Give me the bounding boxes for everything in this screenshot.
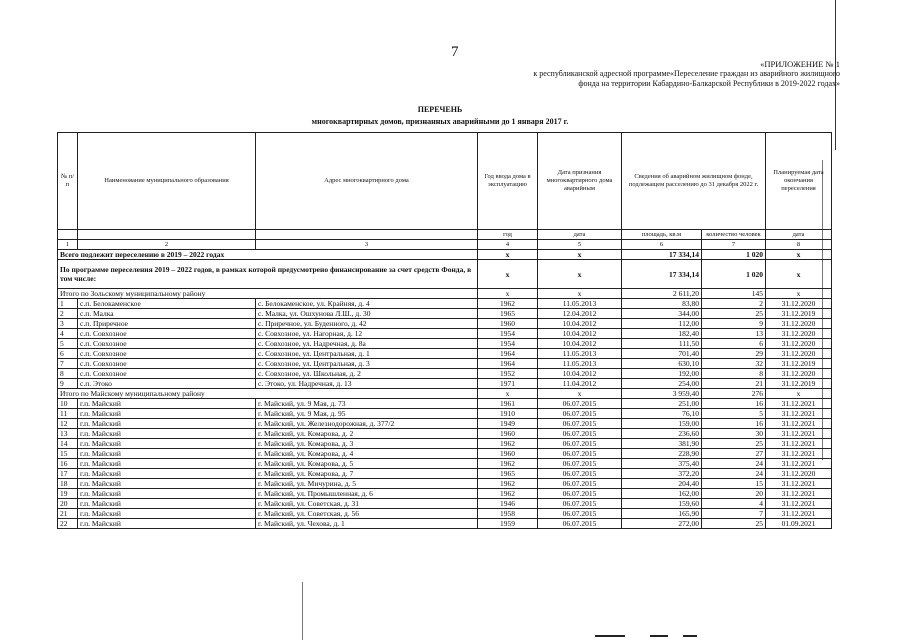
table-row (58, 299, 832, 309)
row-planned: 31.12.2019 (766, 309, 832, 319)
row-area: 630,10 (622, 359, 702, 369)
row-address: с. Приречное, ул. Буденного, д. 42 (256, 319, 478, 329)
housing-table (57, 132, 832, 529)
row-planned: 01.09.2021 (766, 519, 832, 529)
district-subtotal-row (58, 389, 832, 399)
row-people: 2 (702, 299, 766, 309)
list-title: ПЕРЕЧЕНЬ (417, 105, 463, 114)
col-number: 4 (478, 240, 538, 250)
row-planned: 31.12.2020 (766, 329, 832, 339)
row-municipality: с.п. Совхозное (78, 359, 256, 369)
row-planned: 31.12.2021 (766, 449, 832, 459)
row-area: 182,40 (622, 329, 702, 339)
row-address: с. Белокаменское, ул. Крайняя, д. 4 (256, 299, 478, 309)
row-area: 228,90 (622, 449, 702, 459)
row-area: 192,00 (622, 369, 702, 379)
row-address: с. Совхозное, ул. Надречная, д. 8а (256, 339, 478, 349)
row-planned: 31.12.2021 (766, 409, 832, 419)
table-row (58, 429, 832, 439)
row-number: 21 (58, 509, 78, 519)
row-address: с. Совхозное, ул. Школьная, д. 2 (256, 369, 478, 379)
col-number: 6 (622, 240, 702, 250)
row-municipality: г.п. Майский (78, 429, 256, 439)
row-municipality: г.п. Майский (78, 509, 256, 519)
row-planned: 31.12.2021 (766, 509, 832, 519)
table-row (58, 519, 832, 529)
row-date: 06.07.2015 (538, 489, 622, 499)
row-municipality: г.п. Майский (78, 449, 256, 459)
col-number: 5 (538, 240, 622, 250)
header-address: Адрес многоквартирного дома (256, 133, 478, 230)
total-people: 1 020 (702, 250, 766, 260)
scan-artifact-mark (683, 635, 697, 637)
row-date: 06.07.2015 (538, 499, 622, 509)
row-people: 7 (702, 509, 766, 519)
table-row (58, 359, 832, 369)
row-number: 16 (58, 459, 78, 469)
row-date: 11.05.2013 (538, 349, 622, 359)
unit-people: количество человек (702, 230, 766, 240)
row-number: 13 (58, 429, 78, 439)
appendix-header (480, 59, 840, 89)
row-area: 165,90 (622, 509, 702, 519)
row-planned: 31.12.2021 (766, 399, 832, 409)
header-fund-info: Сведения об аварийном жилищном фонде, подлежащем расселению до 31 декабря 2022 г. (622, 133, 766, 230)
table-row (58, 479, 832, 489)
row-planned: 31.12.2021 (766, 419, 832, 429)
col-number: 3 (256, 240, 478, 250)
table-row (58, 309, 832, 319)
row-number: 8 (58, 369, 78, 379)
row-planned: 31.12.2021 (766, 499, 832, 509)
col-number: 2 (78, 240, 256, 250)
row-year: 1965 (478, 309, 538, 319)
row-number: 11 (58, 409, 78, 419)
program-date: х (538, 260, 622, 289)
row-people: 27 (702, 449, 766, 459)
program-year: х (478, 260, 538, 289)
row-number: 1 (58, 299, 78, 309)
row-municipality: г.п. Майский (78, 469, 256, 479)
row-municipality: г.п. Майский (78, 479, 256, 489)
row-people: 29 (702, 349, 766, 359)
row-address: с. Совхозное, ул. Центральная, д. 1 (256, 349, 478, 359)
row-number: 14 (58, 439, 78, 449)
row-municipality: г.п. Майский (78, 409, 256, 419)
row-area: 701,40 (622, 349, 702, 359)
header-planned-date: Планируемая дата окончания переселения (766, 133, 832, 230)
subtotal-date: х (538, 289, 622, 299)
row-municipality: г.п. Майский (78, 459, 256, 469)
row-people: 25 (702, 519, 766, 529)
row-area: 83,80 (622, 299, 702, 309)
row-date: 06.07.2015 (538, 399, 622, 409)
table-row (58, 339, 832, 349)
unit-area: площадь, кв.м (622, 230, 702, 240)
appendix-line: к республиканской адресной программе«Переселение граждан из аварийного жилищного (533, 69, 840, 78)
row-date: 06.07.2015 (538, 429, 622, 439)
table-row (58, 369, 832, 379)
row-year: 1946 (478, 499, 538, 509)
row-area: 372,20 (622, 469, 702, 479)
appendix-line: фонда на территории Кабардино-Балкарской Республики в 2019-2022 годах» (578, 79, 840, 88)
row-date: 06.07.2015 (538, 419, 622, 429)
row-address: г. Майский, ул. Комарова, д. 4 (256, 449, 478, 459)
table-row (58, 409, 832, 419)
appendix-title: «ПРИЛОЖЕНИЕ № 1 (760, 59, 840, 69)
header-row (58, 133, 832, 230)
row-year: 1964 (478, 349, 538, 359)
table-row (58, 459, 832, 469)
row-people: 25 (702, 309, 766, 319)
row-people: 9 (702, 319, 766, 329)
row-address: г. Майский, ул. Комарова, д. 7 (256, 469, 478, 479)
row-municipality: г.п. Майский (78, 489, 256, 499)
row-number: 10 (58, 399, 78, 409)
row-number: 18 (58, 479, 78, 489)
row-people: 30 (702, 429, 766, 439)
row-date: 11.04.2012 (538, 379, 622, 389)
row-date: 10.04.2012 (538, 319, 622, 329)
total-year: х (478, 250, 538, 260)
row-year: 1971 (478, 379, 538, 389)
row-year: 1954 (478, 329, 538, 339)
total-area: 17 334,14 (622, 250, 702, 260)
row-municipality: с.п. Совхозное (78, 329, 256, 339)
row-area: 159,00 (622, 419, 702, 429)
row-people: 24 (702, 459, 766, 469)
row-date: 06.07.2015 (538, 519, 622, 529)
row-planned: 31.12.2019 (766, 359, 832, 369)
row-year: 1962 (478, 459, 538, 469)
row-area: 159,60 (622, 499, 702, 509)
row-date: 10.04.2012 (538, 369, 622, 379)
row-people: 15 (702, 479, 766, 489)
row-date: 06.07.2015 (538, 409, 622, 419)
row-year: 1952 (478, 369, 538, 379)
row-number: 20 (58, 499, 78, 509)
total-row (58, 250, 832, 260)
row-people: 32 (702, 359, 766, 369)
table-row (58, 419, 832, 429)
row-year: 1964 (478, 359, 538, 369)
row-municipality: с.п. Белокаменское (78, 299, 256, 309)
row-planned: 31.12.2021 (766, 439, 832, 449)
row-date: 11.05.2013 (538, 359, 622, 369)
row-year: 1962 (478, 299, 538, 309)
table-row (58, 319, 832, 329)
row-municipality: г.п. Майский (78, 439, 256, 449)
table-row (58, 449, 832, 459)
page-number: 7 (451, 44, 459, 60)
row-address: г. Майский, ул. Советская, д. 31 (256, 499, 478, 509)
row-municipality: г.п. Майский (78, 399, 256, 409)
row-area: 112,00 (622, 319, 702, 329)
row-municipality: с.п. Приречное (78, 319, 256, 329)
table-row (58, 439, 832, 449)
program-planned: х (766, 260, 832, 289)
scan-artifact-mark (650, 635, 668, 637)
row-date: 10.04.2012 (538, 339, 622, 349)
row-address: с. Малка, ул. Ошхунова Л.Ш., д. 30 (256, 309, 478, 319)
row-date: 12.04.2012 (538, 309, 622, 319)
row-year: 1960 (478, 449, 538, 459)
subtotal-year: х (478, 289, 538, 299)
table-row (58, 329, 832, 339)
units-row (58, 230, 832, 240)
table-row (58, 499, 832, 509)
program-area: 17 334,14 (622, 260, 702, 289)
subtotal-people: 276 (702, 389, 766, 399)
row-address: г. Майский, ул. Мичурина, д. 5 (256, 479, 478, 489)
row-number: 3 (58, 319, 78, 329)
row-year: 1965 (478, 469, 538, 479)
row-planned: 31.12.2020 (766, 339, 832, 349)
row-date: 06.07.2015 (538, 439, 622, 449)
row-area: 272,00 (622, 519, 702, 529)
row-year: 1959 (478, 519, 538, 529)
row-people: 24 (702, 469, 766, 479)
unit-date: дата (538, 230, 622, 240)
row-date: 06.07.2015 (538, 509, 622, 519)
col-number: 8 (766, 240, 832, 250)
row-area: 236,60 (622, 429, 702, 439)
row-planned: 31.12.2021 (766, 429, 832, 439)
row-address: с. Этоко, ул. Надречная, д. 13 (256, 379, 478, 389)
row-number: 5 (58, 339, 78, 349)
row-address: г. Майский, ул. Чехова, д. 1 (256, 519, 478, 529)
district-subtotal-label: Итого по Майскому муниципальному району (58, 389, 478, 399)
row-year: 1958 (478, 509, 538, 519)
row-people: 20 (702, 489, 766, 499)
row-date: 06.07.2015 (538, 469, 622, 479)
unit-date2: дата (766, 230, 832, 240)
column-number-row (58, 240, 832, 250)
row-municipality: с.п. Совхозное (78, 369, 256, 379)
row-year: 1949 (478, 419, 538, 429)
district-subtotal-label: Итого по Зольскому муниципальному району (58, 289, 478, 299)
list-subtitle: многоквартирных домов, признанных аварийными до 1 января 2017 г. (311, 117, 569, 126)
row-area: 76,10 (622, 409, 702, 419)
row-year: 1962 (478, 489, 538, 499)
row-people: 16 (702, 419, 766, 429)
row-planned: 31.12.2021 (766, 489, 832, 499)
row-planned: 31.12.2020 (766, 299, 832, 309)
row-people: 25 (702, 439, 766, 449)
row-date: 10.04.2012 (538, 329, 622, 339)
row-municipality: с.п. Совхозное (78, 339, 256, 349)
row-address: г. Майский, ул. Советская, д. 56 (256, 509, 478, 519)
row-area: 111,50 (622, 339, 702, 349)
scan-artifact-line (302, 582, 303, 640)
row-year: 1962 (478, 479, 538, 489)
row-year: 1962 (478, 439, 538, 449)
row-date: 11.05.2013 (538, 299, 622, 309)
row-planned: 31.12.2021 (766, 479, 832, 489)
row-address: г. Майский, ул. 9 Мая, д. 73 (256, 399, 478, 409)
row-number: 19 (58, 489, 78, 499)
subtotal-planned: х (766, 389, 832, 399)
row-address: г. Майский, ул. Комарова, д. 2 (256, 429, 478, 439)
row-address: г. Майский, ул. 9 Мая, д. 95 (256, 409, 478, 419)
subtotal-date: х (538, 389, 622, 399)
district-subtotal-row (58, 289, 832, 299)
row-address: г. Майский, ул. Промышленная, д. 6 (256, 489, 478, 499)
row-number: 17 (58, 469, 78, 479)
program-row (58, 260, 832, 289)
total-planned: х (766, 250, 832, 260)
row-address: г. Майский, ул. Железнодорожная, д. 377/2 (256, 419, 478, 429)
row-planned: 31.12.2021 (766, 459, 832, 469)
total-label: Всего подлежит переселению в 2019 – 2022 годах (58, 250, 478, 260)
row-area: 162,00 (622, 489, 702, 499)
row-year: 1954 (478, 339, 538, 349)
row-people: 4 (702, 499, 766, 509)
row-area: 344,00 (622, 309, 702, 319)
subtotal-planned: х (766, 289, 832, 299)
row-year: 1960 (478, 429, 538, 439)
row-municipality: г.п. Майский (78, 499, 256, 509)
row-municipality: с.п. Этоко (78, 379, 256, 389)
row-people: 6 (702, 339, 766, 349)
row-address: с. Совхозное, ул. Нагорная, д. 12 (256, 329, 478, 339)
row-year: 1910 (478, 409, 538, 419)
row-number: 12 (58, 419, 78, 429)
program-people: 1 020 (702, 260, 766, 289)
col-number: 7 (702, 240, 766, 250)
subtotal-area: 3 959,40 (622, 389, 702, 399)
row-municipality: с.п. Совхозное (78, 349, 256, 359)
row-number: 7 (58, 359, 78, 369)
row-people: 8 (702, 369, 766, 379)
row-municipality: с.п. Малка (78, 309, 256, 319)
table-row (58, 509, 832, 519)
row-address: г. Майский, ул. Комарова, д. 3 (256, 439, 478, 449)
row-address: с. Совхозное, ул. Центральная, д. 3 (256, 359, 478, 369)
row-date: 06.07.2015 (538, 449, 622, 459)
row-area: 251,00 (622, 399, 702, 409)
row-people: 21 (702, 379, 766, 389)
row-number: 4 (58, 329, 78, 339)
header-num: № п/п (58, 133, 78, 230)
unit-year: год (478, 230, 538, 240)
row-people: 16 (702, 399, 766, 409)
program-label: По программе переселения 2019 – 2022 годов, в рамках которой предусмотрено финансирование за счет средств Фонда, в том числе: (58, 260, 478, 289)
row-planned: 31.12.2020 (766, 469, 832, 479)
table-row (58, 379, 832, 389)
row-area: 204,40 (622, 479, 702, 489)
row-people: 5 (702, 409, 766, 419)
row-number: 15 (58, 449, 78, 459)
table-row (58, 399, 832, 409)
row-year: 1961 (478, 399, 538, 409)
row-address: г. Майский, ул. Комарова, д. 5 (256, 459, 478, 469)
row-number: 22 (58, 519, 78, 529)
row-planned: 31.12.2020 (766, 349, 832, 359)
row-municipality: г.п. Майский (78, 419, 256, 429)
scan-artifact-mark (595, 635, 625, 637)
table-row (58, 469, 832, 479)
subtotal-year: х (478, 389, 538, 399)
total-date: х (538, 250, 622, 260)
row-area: 381,90 (622, 439, 702, 449)
table-row (58, 489, 832, 499)
row-number: 6 (58, 349, 78, 359)
row-date: 06.07.2015 (538, 459, 622, 469)
header-date-recognition: Дата признания многоквартирного дома аварийным (538, 133, 622, 230)
header-municipality: Наименование муниципального образования (78, 133, 256, 230)
table-row (58, 349, 832, 359)
row-planned: 31.12.2020 (766, 369, 832, 379)
col-number: 1 (58, 240, 78, 250)
row-number: 9 (58, 379, 78, 389)
subtotal-area: 2 611,20 (622, 289, 702, 299)
header-year: Год ввода дома в эксплуатацию (478, 133, 538, 230)
subtotal-people: 145 (702, 289, 766, 299)
row-area: 254,00 (622, 379, 702, 389)
row-area: 375,40 (622, 459, 702, 469)
row-people: 13 (702, 329, 766, 339)
row-planned: 31.12.2020 (766, 319, 832, 329)
row-year: 1960 (478, 319, 538, 329)
row-date: 06.07.2015 (538, 479, 622, 489)
row-number: 2 (58, 309, 78, 319)
row-planned: 31.12.2019 (766, 379, 832, 389)
row-municipality: г.п. Майский (78, 519, 256, 529)
